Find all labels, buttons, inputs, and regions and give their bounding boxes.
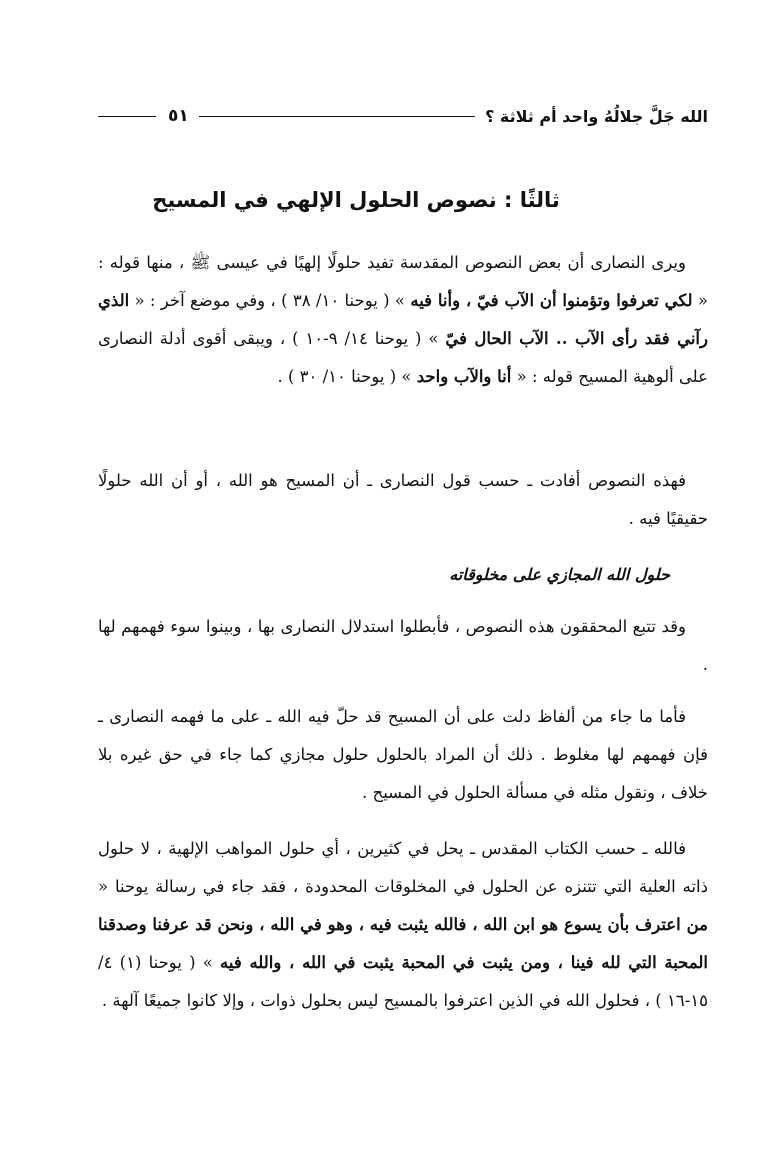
- paragraph-4: [98, 698, 708, 812]
- header-rule: [199, 116, 475, 117]
- p1-quote-2: الذي رآني فقد رأى الآب .. الآب الحال فيّ: [98, 291, 708, 348]
- p5-text-1: فالله ـ حسب الكتاب المقدس ـ يحل في كثيرين ، أي حلول المواهب الإلهية ، لا حلول ذاته العلية التي تتنزه عن الحلول في المخلوقات المحدودة ، فقد جاء في رسالة يوحنا «: [98, 839, 708, 896]
- paragraph-1: [98, 244, 708, 396]
- p1-text-2: » ( يوحنا ١٠/ ٣٨ ) ، وفي موضع آخر : «: [129, 291, 411, 310]
- header-tail-rule: [98, 116, 156, 117]
- paragraph-2: [98, 462, 708, 538]
- p1-quote-1: لكي تعرفوا وتؤمنوا أن الآب فيّ ، وأنا فيه: [410, 291, 693, 310]
- page-number: ٥١: [168, 106, 189, 126]
- running-title: الله جَلَّ جلالُهُ واحد أم ثلاثة ؟: [485, 106, 708, 126]
- p5-text-2: » ( يوحنا (١) ٤/ ١٥-١٦ ) ، فحلول الله في الذين اعترفوا بالمسيح ليس بحلول ذوات ، وإلا كانوا جميعًا آلهة .: [98, 953, 708, 1010]
- p1-text-4: » ( يوحنا ١٠/ ٣٠ ) .: [277, 367, 417, 386]
- paragraph-3-text: وقد تتبع المحققون هذه النصوص ، فأبطلوا استدلال النصارى بها ، وبينوا سوء فهمهم لها .: [98, 617, 708, 674]
- p1-text-1: ويرى النصارى أن بعض النصوص المقدسة تفيد حلولًا إلهيًا في عيسى ﷺ ، منها قوله : «: [98, 253, 708, 310]
- paragraph-2-text: فهذه النصوص أفادت ـ حسب قول النصارى ـ أن المسيح هو الله ، أو أن الله حلولًا حقيقيًا فيه .: [98, 471, 708, 528]
- paragraph-4-text: فأما ما جاء من ألفاظ دلت على أن المسيح قد حلّ فيه الله ـ على ما فهمه النصارى ـ فإن فهمهم لها مغلوط . ذلك أن المراد بالحلول حلول مجازي كما جاء في حق غيره بلا خلاف ، ونقول مثله في مسألة الحلول في المسيح .: [98, 707, 708, 802]
- paragraph-3: [98, 608, 708, 684]
- subheading: حلول الله المجازي على مخلوقاته: [449, 565, 670, 584]
- paragraph-5: [98, 830, 708, 1020]
- p5-quote-1: من اعترف بأن يسوع هو ابن الله ، فالله يثبت فيه ، وهو في الله ، ونحن قد عرفنا وصدقنا المحبة التي لله فينا ، ومن يثبت في المحبة يثبت في الله ، والله فيه: [98, 915, 708, 972]
- paragraph-1-text: [98, 244, 708, 396]
- paragraph-5-text: [98, 830, 708, 1020]
- p1-quote-3: أنا والآب واحد: [416, 367, 512, 386]
- p1-text-3: » ( يوحنا ١٤/ ٩-١٠ ) ، ويبقى أقوى أدلة النصارى على ألوهية المسيح قوله : «: [98, 329, 708, 386]
- section-title: ثالثًا : نصوص الحلول الإلهي في المسيح: [152, 188, 560, 212]
- running-header: [98, 98, 708, 134]
